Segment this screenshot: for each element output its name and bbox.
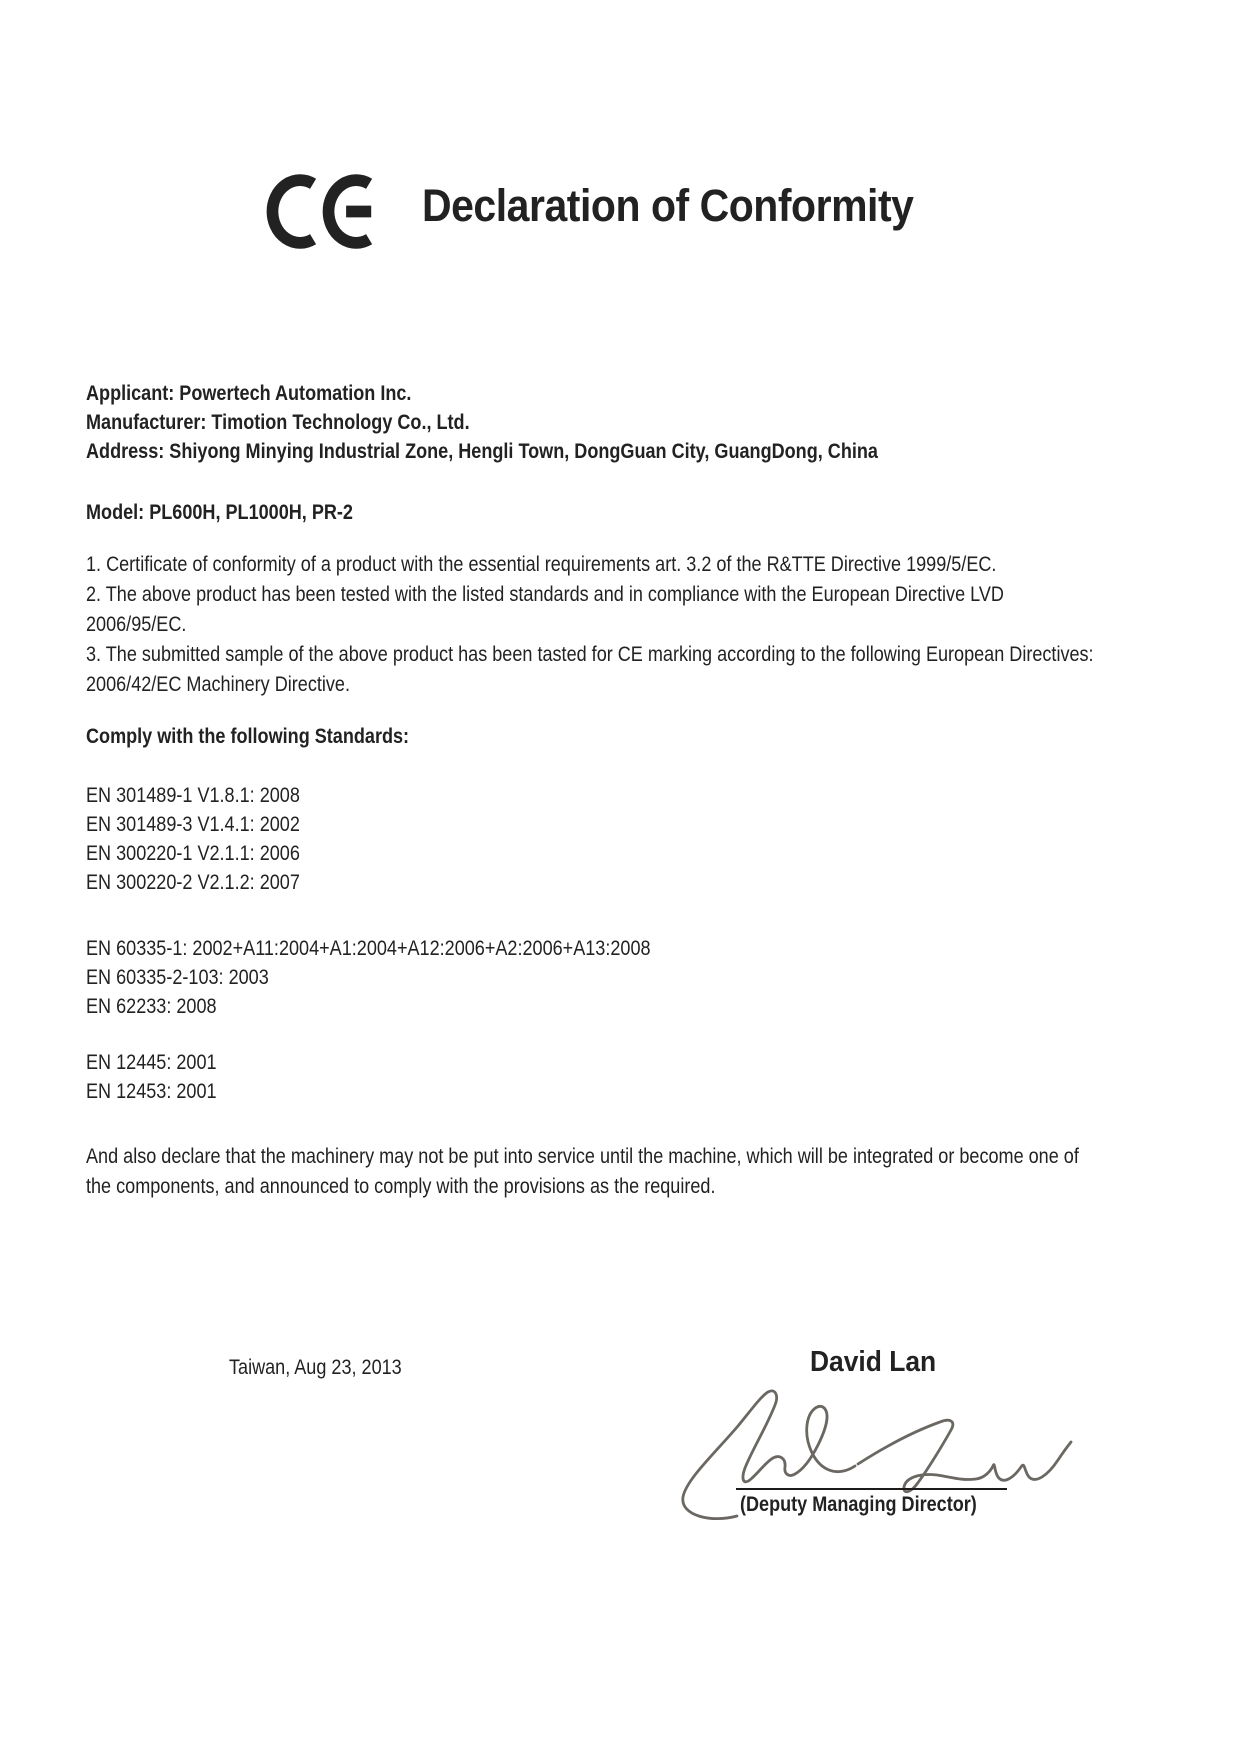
standards-group-3 (86, 1048, 238, 1106)
standard-item: EN 60335-1: 2002+A11:2004+A1:2004+A12:2006+A2:2006+A13:2008 (86, 937, 651, 960)
ce-mark-logo (262, 168, 380, 255)
closing-paragraph (86, 1142, 1240, 1202)
standard-item: EN 12445: 2001 (86, 1051, 217, 1074)
manufacturer-line: Manufacturer: Timotion Technology Co., Ltd. (86, 411, 470, 434)
signer-title: (Deputy Managing Director) (740, 1493, 977, 1516)
signature-underline (736, 1488, 1007, 1490)
standard-item: EN 300220-1 V2.1.1: 2006 (86, 842, 300, 865)
model-line: Model: PL600H, PL1000H, PR-2 (86, 501, 353, 524)
standard-item: EN 301489-3 V1.4.1: 2002 (86, 813, 300, 836)
signer-name: David Lan (810, 1346, 937, 1378)
closing-line-1: And also declare that the machinery may not be put into service until the machine, which will be integrated or become one of (86, 1145, 1079, 1168)
declarations-block (86, 550, 1240, 700)
standard-item: EN 12453: 2001 (86, 1080, 217, 1103)
standards-heading: Comply with the following Standards: (86, 725, 410, 748)
place-date: Taiwan, Aug 23, 2013 (229, 1356, 402, 1379)
closing-line-2: the components, and announced to comply with the provisions as the required. (86, 1175, 716, 1198)
standard-item: EN 60335-2-103: 2003 (86, 966, 269, 989)
standard-item: EN 300220-2 V2.1.2: 2007 (86, 871, 300, 894)
standards-group-2 (86, 934, 742, 1021)
declaration-2: 2. The above product has been tested with the listed standards and in compliance with the European Directive LVD (86, 583, 1004, 606)
declaration-1: 1. Certificate of conformity of a product with the essential requirements art. 3.2 of the R&TTE Directive 1999/5/EC. (86, 553, 997, 576)
declaration-2-cont: 2006/95/EC. (86, 613, 187, 636)
document-title-text: Declaration of Conformity (422, 180, 914, 231)
applicant-line: Applicant: Powertech Automation Inc. (86, 382, 412, 405)
parties-block (86, 379, 1007, 466)
document-title (422, 180, 962, 232)
standards-group-1 (86, 781, 335, 897)
declaration-3-cont: 2006/42/EC Machinery Directive. (86, 673, 351, 696)
standard-item: EN 62233: 2008 (86, 995, 217, 1018)
standard-item: EN 301489-1 V1.8.1: 2008 (86, 784, 300, 807)
declaration-3: 3. The submitted sample of the above product has been tasted for CE marking according to the following European Directives: (86, 643, 1094, 666)
address-line: Address: Shiyong Minying Industrial Zone, Hengli Town, DongGuan City, GuangDong, China (86, 440, 878, 463)
